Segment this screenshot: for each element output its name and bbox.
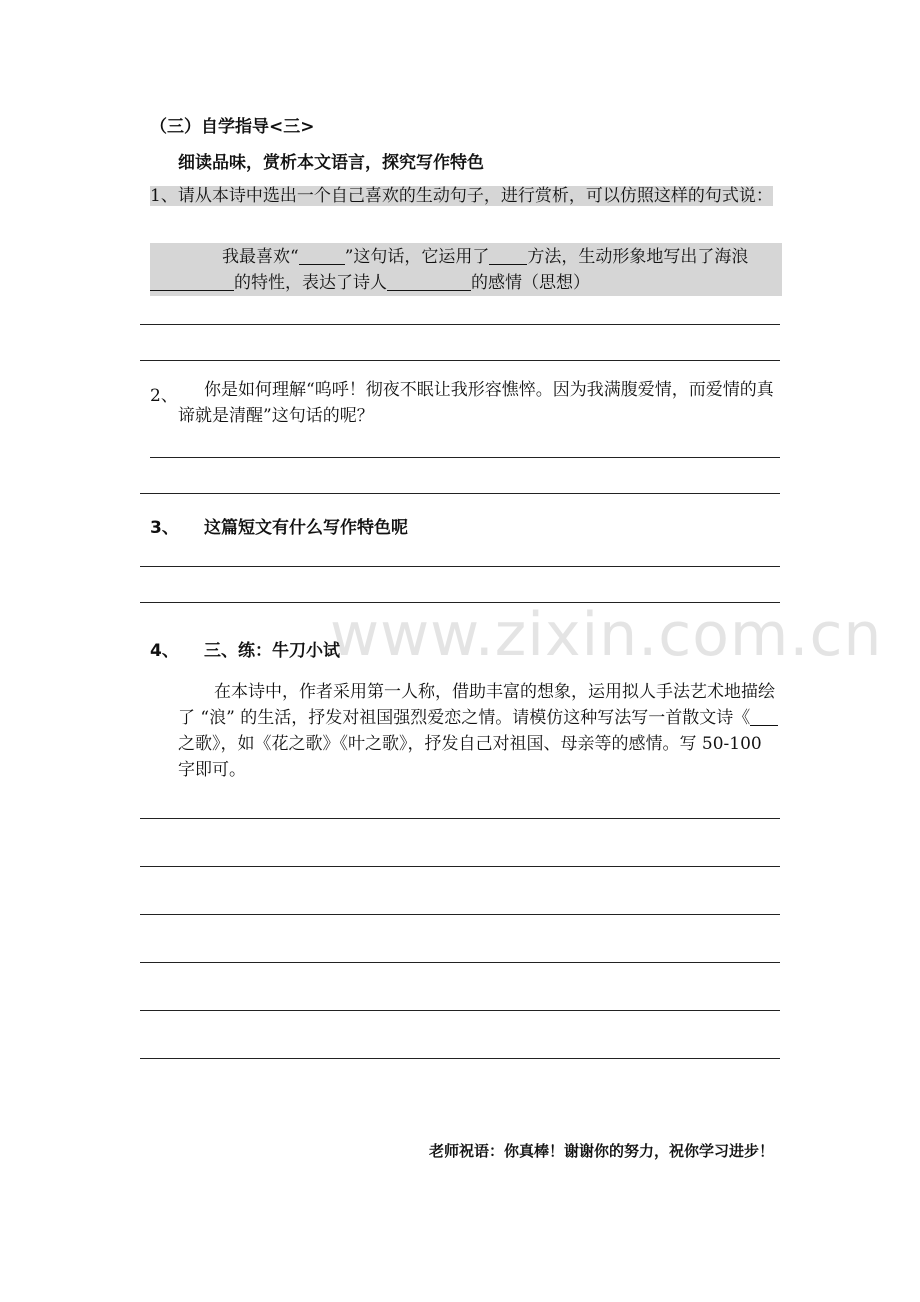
answer-line-3b[interactable] (140, 602, 780, 603)
answer-line-4b[interactable] (140, 866, 780, 867)
question-1-template: 我最喜欢“ ”这句话，它运用了 方法，生动形象地写出了海浪的特性，表达了诗人 的感情（思想） (150, 243, 782, 296)
watermark: www.zixin.com.cn (330, 600, 883, 670)
answer-line-4a[interactable] (140, 818, 780, 819)
question-1-text: 1、请从本诗中选出一个自己喜欢的生动句子，进行赏析，可以仿照这样的句式说： (150, 186, 773, 206)
answer-line-4f[interactable] (140, 1058, 780, 1059)
question-4-number: 4、 (150, 641, 179, 661)
answer-line-2b[interactable] (140, 493, 780, 494)
question-3-text: 这篇短文有什么写作特色呢 (204, 518, 408, 538)
answer-line-2a[interactable] (150, 457, 780, 458)
question-3-number: 3、 (150, 518, 179, 538)
question-2-number: 2、 (150, 386, 178, 406)
question-4-prompt: 在本诗中，作者采用第一人称，借助丰富的想象，运用拟人手法艺术地描绘了 “浪” 的生活，抒发对祖国强烈爱恋之情。请模仿这种写法写一首散文诗《之歌》，如《花之歌》《叶之歌》，抒发自己对祖国、母亲等的感情。写 50-100 字即可。 (178, 679, 782, 783)
answer-line-1b[interactable] (140, 360, 780, 361)
answer-line-4e[interactable] (140, 1010, 780, 1011)
question-2-text: 你是如何理解“呜呼！彻夜不眠让我形容憔悴。因为我满腹爱情，而爱情的真谛就是清醒”这句话的呢？ (178, 380, 774, 426)
answer-line-3a[interactable] (140, 566, 780, 567)
section-subheading: 细读品味，赏析本文语言，探究写作特色 (178, 153, 484, 173)
teacher-closing-note: 老师祝语：你真棒！谢谢你的努力，祝你学习进步！ (428, 1142, 774, 1160)
answer-line-1a[interactable] (140, 324, 780, 325)
answer-line-4c[interactable] (140, 914, 780, 915)
question-4-title: 三、练：牛刀小试 (204, 641, 340, 661)
answer-line-4d[interactable] (140, 962, 780, 963)
section-heading: （三）自学指导<三> (150, 117, 315, 137)
